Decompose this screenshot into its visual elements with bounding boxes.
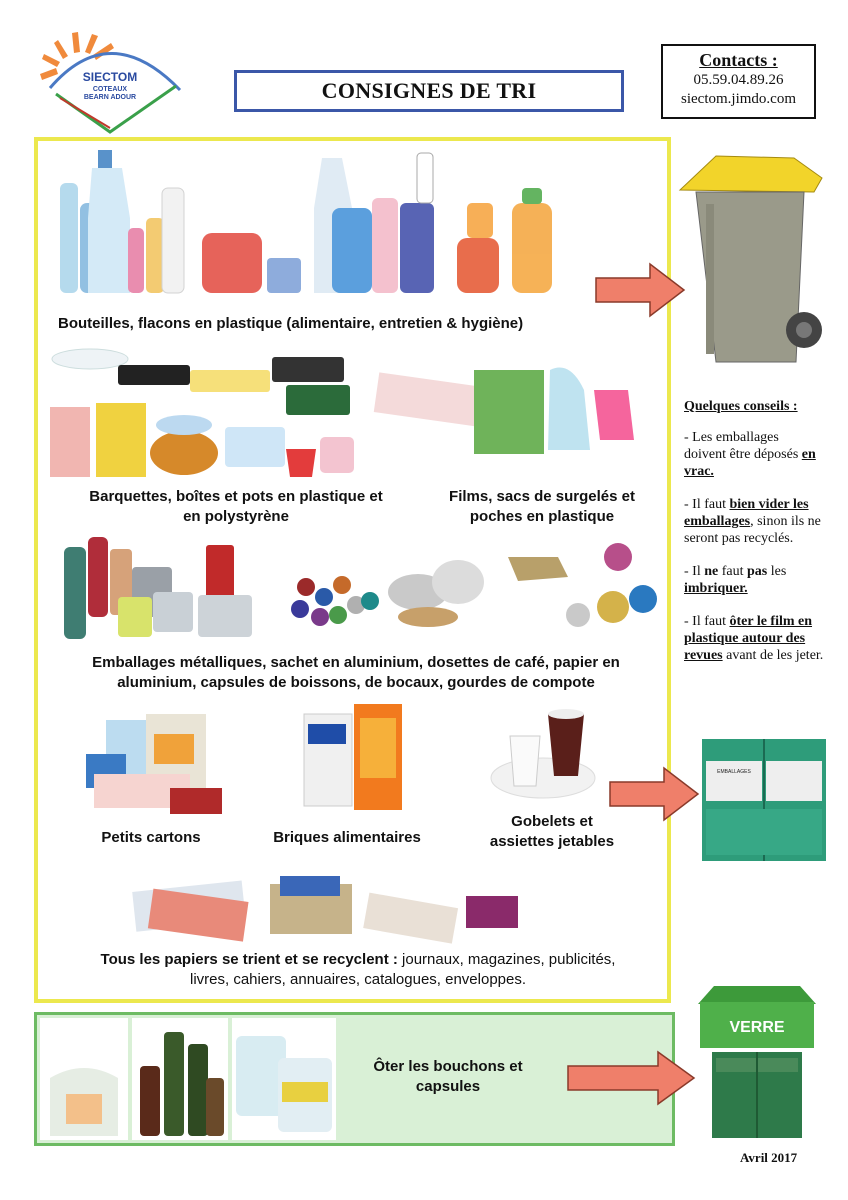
recycling-container-image (700, 737, 828, 863)
caption-glass-line1: Ôter les bouchons et (373, 1058, 523, 1075)
tip-1: - Les emballages doivent être déposés en vrac. (684, 430, 816, 479)
contacts-site[interactable]: siectom.jimdo.com (681, 91, 796, 107)
verre-bin-image (696, 984, 818, 1142)
caption-glass (338, 1057, 558, 1097)
caption-films (424, 487, 660, 527)
caption-films-line1: Films, sacs de surgelés et (449, 488, 635, 505)
small-cartons-image (80, 714, 230, 818)
caption-gobelets-line1: Gobelets et (511, 813, 593, 830)
document-date: Avril 2017 (740, 1150, 798, 1165)
caption-papers-bold: Tous les papiers se trient et se recyclent : (100, 951, 398, 968)
plastic-trays-image (50, 345, 370, 480)
container-label: EMBALLAGES (717, 769, 751, 775)
arrow-to-container-icon (608, 766, 700, 822)
contacts-phone[interactable]: 05.59.04.89.26 (693, 72, 784, 88)
caption-briques: Briques alimentaires (273, 829, 421, 846)
papers-image (130, 866, 530, 944)
verre-label: VERRE (729, 1019, 785, 1036)
caption-metal-line2: aluminium, capsules de boissons, de bocaux, gourdes de compote (117, 674, 595, 691)
caption-papers (58, 950, 658, 990)
caption-bottles: Bouteilles, flacons en plastique (alimentaire, entretien & hygiène) (58, 315, 524, 332)
caption-films-line2: poches en plastique (469, 508, 615, 525)
caption-papers-rest: journaux, magazines, publicités, (397, 951, 616, 968)
page-title-box (234, 70, 624, 112)
arrow-to-yellow-bin-icon (594, 262, 686, 318)
disposable-cups-image (488, 706, 598, 801)
plastic-films-image (372, 350, 664, 460)
page-title: CONSIGNES DE TRI (321, 78, 537, 103)
logo-sub1: COTEAUX (92, 86, 128, 93)
tips-panel (684, 398, 824, 680)
caption-trays-line1: Barquettes, boîtes et pots en plastique et (89, 488, 383, 505)
plastic-bottles-image (52, 148, 562, 303)
tips-title: Quelques conseils : (684, 399, 798, 414)
tip-2: - Il faut bien vider les emballages, sinon ils ne seront pas recyclés. (684, 497, 821, 546)
contacts-box (661, 44, 816, 119)
tip-4: - Il faut ôter le film en plastique autour des revues avant de les jeter. (684, 614, 824, 663)
metal-packaging-image (58, 537, 668, 647)
arrow-to-glass-bin-icon (566, 1050, 696, 1106)
caption-metal-line1: Emballages métalliques, sachet en aluminium, dosettes de café, papier en (92, 654, 620, 671)
glass-bottles-image (40, 1018, 340, 1140)
tip-3: - Il ne faut pas les imbriquer. (684, 564, 787, 596)
caption-metal (56, 653, 656, 693)
logo-text: SIECTOM (82, 70, 138, 84)
siectom-logo (30, 28, 190, 136)
caption-trays (56, 487, 416, 527)
caption-gobelets-line2: assiettes jetables (489, 833, 615, 850)
caption-cartons: Petits cartons (101, 829, 201, 846)
caption-papers-line2: livres, cahiers, annuaires, catalogues, enveloppes. (189, 971, 527, 988)
logo-sub2: BEARN ADOUR (83, 94, 137, 101)
food-cartons-image (300, 698, 410, 814)
contacts-title: Contacts : (699, 50, 778, 70)
yellow-lid-bin-image (676, 152, 826, 372)
caption-glass-line2: capsules (415, 1078, 481, 1095)
caption-trays-line2: en polystyrène (183, 508, 289, 525)
